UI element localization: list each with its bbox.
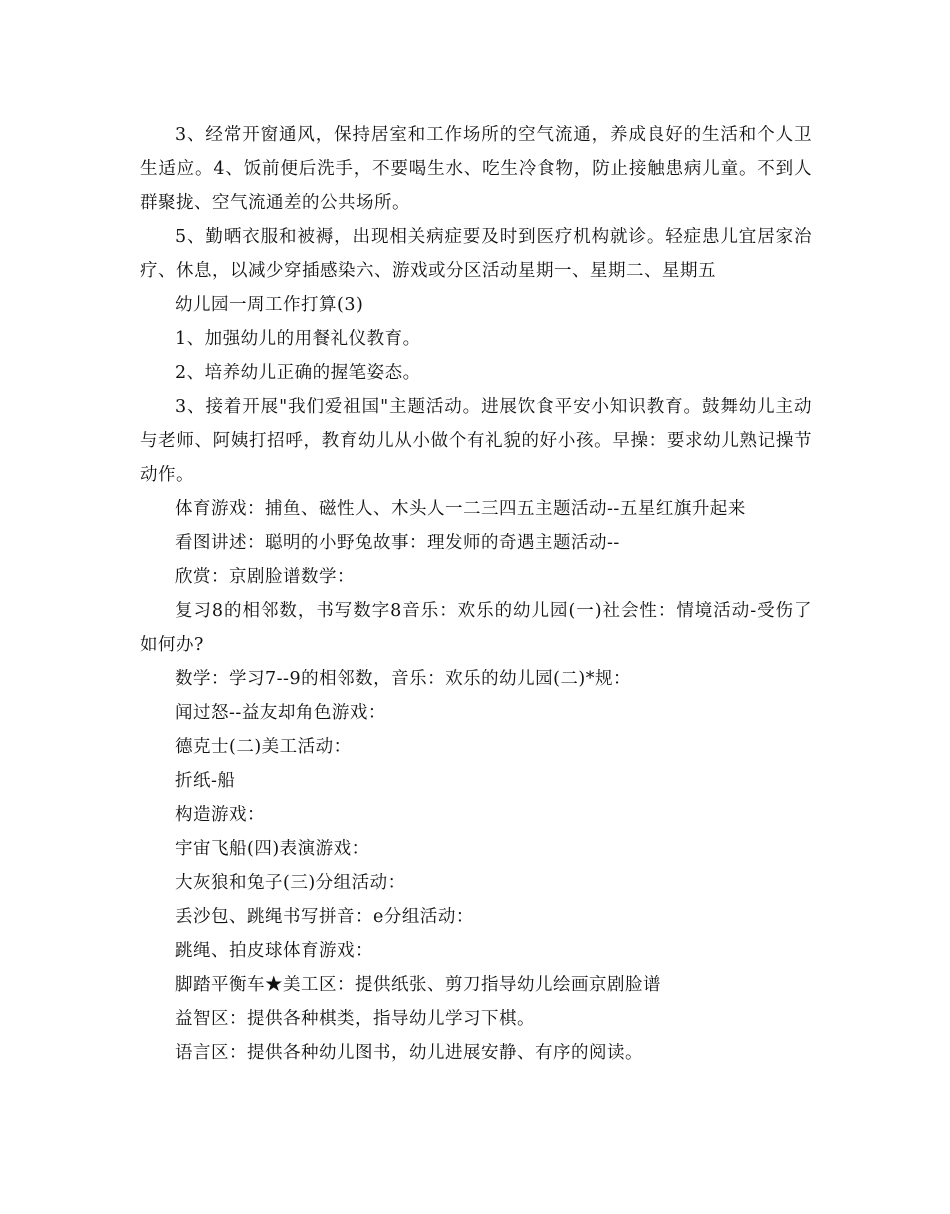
paragraph-21: 益智区：提供各种棋类，指导幼儿学习下棋。 (175, 1009, 535, 1029)
paragraph-10: 复习8的相邻数，书写数字8音乐：欢乐的幼儿园(一)社会性：情境活动-受伤了如何办? (140, 601, 812, 655)
plan-heading: 幼儿园一周工作打算(3) (175, 295, 364, 315)
paragraph-2: 5、勤晒衣服和被褥，出现相关病症要及时到医疗机构就诊。轻症患儿宜居家治疗、休息，以减少穿插感染六、游戏或分区活动星期一、星期二、星期五 (140, 227, 812, 281)
paragraph-17: 大灰狼和兔子(三)分组活动： (175, 873, 406, 893)
paragraph-14: 折纸-船 (175, 771, 236, 791)
paragraph-16: 宇宙飞船(四)表演游戏： (175, 839, 370, 859)
paragraph-13: 德克士(二)美工活动： (175, 737, 352, 757)
paragraph-9: 欣赏：京剧脸谱数学： (175, 567, 355, 587)
paragraph-12: 闻过怒--益友却角色游戏： (175, 703, 386, 723)
paragraph-20: 脚踏平衡车★美工区：提供纸张、剪刀指导幼儿绘画京剧脸谱 (175, 975, 661, 995)
paragraph-8: 看图讲述：聪明的小野兔故事：理发师的奇遇主题活动-- (175, 533, 620, 553)
paragraph-5: 2、培养幼儿正确的握笔姿态。 (175, 363, 421, 383)
paragraph-1: 3、经常开窗通风，保持居室和工作场所的空气流通，养成良好的生活和个人卫生适应。4、饭前便后洗手，不要喝生水、吃生冷食物，防止接触患病儿童。不到人群聚拢、空气流通差的公共场所。 (140, 125, 812, 213)
document-body (140, 118, 812, 1070)
paragraph-7: 体育游戏：捕鱼、磁性人、木头人一二三四五主题活动--五星红旗升起来 (175, 499, 746, 519)
paragraph-11: 数学：学习7--9的相邻数，音乐：欢乐的幼儿园(二)*规： (175, 669, 631, 689)
paragraph-22: 语言区：提供各种幼儿图书，幼儿进展安静、有序的阅读。 (175, 1043, 643, 1063)
paragraph-4: 1、加强幼儿的用餐礼仪教育。 (175, 329, 421, 349)
paragraph-15: 构造游戏： (175, 805, 265, 825)
paragraph-18: 丢沙包、跳绳书写拼音：e分组活动： (175, 907, 474, 927)
paragraph-6: 3、接着开展"我们爱祖国"主题活动。进展饮食平安小知识教育。鼓舞幼儿主动与老师、阿姨打招呼，教育幼儿从小做个有礼貌的好小孩。早操：要求幼儿熟记操节动作。 (140, 397, 812, 485)
paragraph-19: 跳绳、拍皮球体育游戏： (175, 941, 373, 961)
